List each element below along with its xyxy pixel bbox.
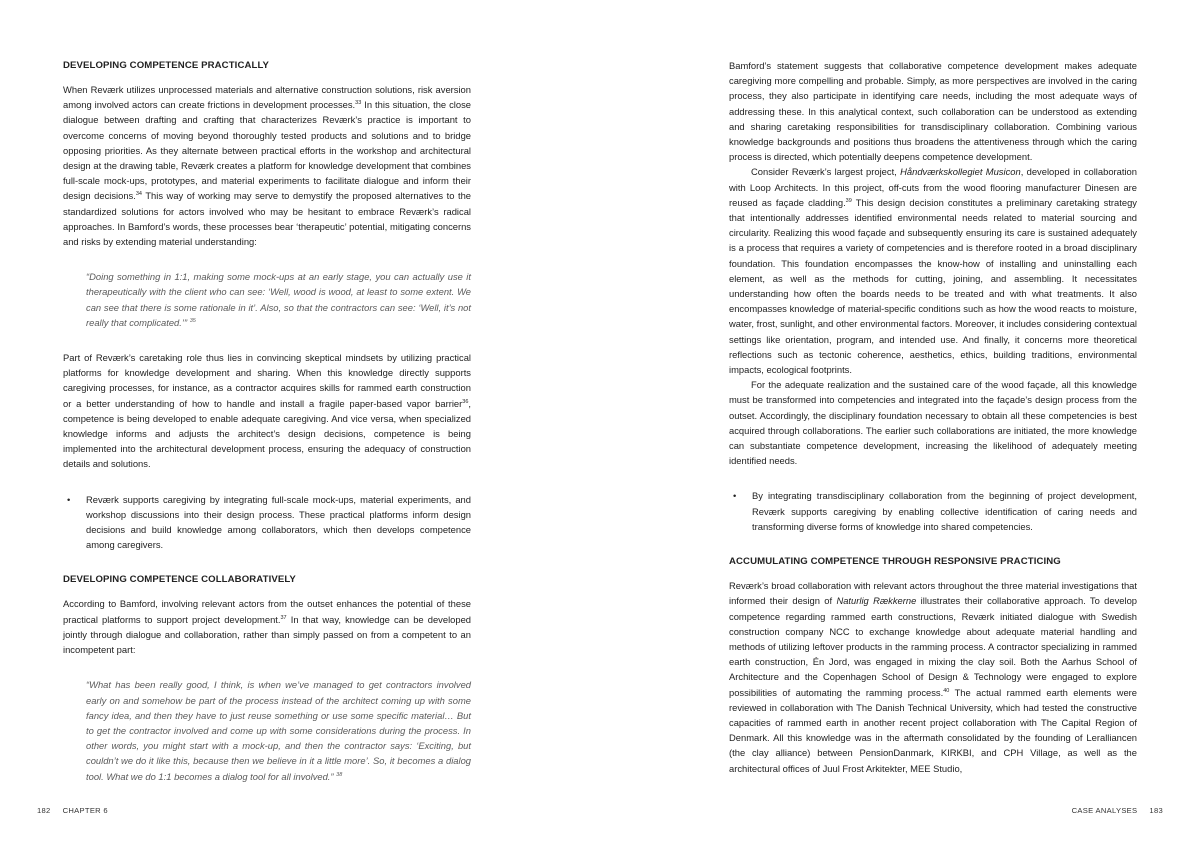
summary-bullet: • Reværk supports caregiving by integrating full-scale mock-ups, material experiments, and workshop discussions into their design process. These practical platforms inform design decisions and build knowledge among collaborators, which then develops competence among caregivers. bbox=[63, 492, 471, 553]
body-paragraph: Bamford’s statement suggests that collaborative competence development makes adequate caregiving more compelling and probable. Simply, as more perspectives are involved in the caring process, they also participate in identifying care needs, including the most adequate ways of addressing these. In this analytical context, such collaboration can be understood as extending and sharing caretaking responsibilities for transdisciplinary collaboration. Combining various knowledge backgrounds and positions thus broadens the attentiveness through which the caring process is directed, which potentially deepens competence development. bbox=[729, 60, 1137, 163]
body-paragraph: Reværk’s broad collaboration with relevant actors throughout the three material investigations that informed their design of Naturlig Rækkerne illustrates their collaborative approach. To develop competence regarding rammed earth constructions, Reværk initiated dialogue with Swedish construction company NCC to exchange knowledge about adequate material handling and methods of utilizing leftover products in the ramming process. A contractor specializing in rammed earth construction, Én Jord, was engaged in mixing the clay soil. Both the Aarhus School of Architecture and the Copenhagen School of Design & Technology were engaged to explore possibilities of automating the ramming process.$^{40}$ The actual rammed earth elements were reviewed in collaboration with The Danish Technical University, which had tested the constructive capacities of rammed earth in another recent project collaboration with The Capital Region of Denmark. All this knowledge was in the aftermath consolidated by the founding of Leralliancen (the clay alliance) between PensionDanmark, KIRKBI, and CPH Village, as well as the architectural offices of Juul Frost Arkitekter, MEE Studio, bbox=[729, 580, 1137, 774]
right-footer bbox=[1072, 806, 1163, 815]
footnote-ref[interactable]: 33 bbox=[355, 100, 362, 107]
footnote-ref[interactable]: 40 bbox=[943, 687, 950, 694]
left-page bbox=[63, 58, 471, 784]
bullet-icon: • bbox=[733, 490, 737, 502]
section-heading-practically: DEVELOPING COMPETENCE PRACTICALLY bbox=[63, 60, 270, 71]
block-quote: “Doing something in 1:1, making some mock-ups at an early stage, you can actually use it therapeutically with the client who can see: ‘Well, wood is wood, at least to some extent. We can see that there is some rationale in it’. Also, so that the contractors can see: ‘Well, it’s not really that complicated.’” $^{35}$ bbox=[86, 271, 471, 328]
section-label: CASE ANALYSES bbox=[1071, 806, 1138, 815]
project-title: Håndværkskollegiet Musicon bbox=[900, 166, 1021, 178]
page-number: 183 bbox=[1149, 806, 1163, 815]
footnote-ref[interactable]: 36 bbox=[462, 398, 469, 405]
footnote-ref[interactable]: 38 bbox=[336, 771, 343, 778]
body-paragraph: When Reværk utilizes unprocessed materials and alternative construction solutions, risk aversion among involved actors can create frictions in development processes.$^{33}$ In this situation, the close dialogue between drafting and crafting that characterizes Reværk’s practice is important to overcome concerns of moving beyond thoroughly tested products and solutions and to bridge opposing priorities. As they alternate between practical efforts in the workshop and architectural design at the drawing table, Reværk creates a platform for knowledge development that combines full-scale mock-ups, prototypes, and material experiments to facilitate dialogue and inform their design decisions.$^{34}$ This way of working may serve to demystify the proposed alternatives to the standardized solutions for actors involved who may be hesitant to embrace Reværk’s radical approaches. In Bamford’s words, these processes bear ‘therapeutic’ potential, mitigating concerns and risks by extending material understanding: bbox=[63, 84, 471, 248]
bullet-icon: • bbox=[67, 493, 71, 505]
page-number: 182 bbox=[37, 806, 51, 815]
right-page bbox=[729, 58, 1137, 776]
section-heading-collaboratively: DEVELOPING COMPETENCE COLLABORATIVELY bbox=[63, 574, 296, 586]
project-title: Naturlig Rækkerne bbox=[836, 595, 917, 607]
body-paragraph: According to Bamford, involving relevant actors from the outset enhances the potential of these practical platforms to support project development.$^{37}$ In that way, knowledge can be developed jointly through dialogue and collaboration, rather than simply passed on from a competent to an incompetent part: bbox=[63, 598, 472, 656]
footnote-ref[interactable]: 35 bbox=[189, 317, 196, 324]
chapter-label: CHAPTER 6 bbox=[62, 806, 108, 815]
body-paragraph: Consider Reværk’s largest project, Håndværkskollegiet Musicon, developed in collaboration with Loop Architects. In this project, off-cuts from the wood flooring manufacturer Dinesen are reused as façade cladding.$^{39}$ This design decision constitutes a preliminary caretaking strategy that intentionally addresses identified environmental needs related to material sourcing and circularity. Realizing this wood façade and subsequently ensuring its care is sustained adequately is a process that requires a variety of competencies and is therefore rooted in a broad disciplinary foundation. This foundation encompasses the know-how of installing and uninstalling each element, as well as the methods for cutting, joining, and assembling. It necessitates understanding how often the boards needs to be treated and with what treatments. It also encompasses knowledge of material-specific conditions such as how the wood reacts to moisture, water, frost, sunlight, and other environmental factors. Moreover, it includes considering contextual settings like orientation, program, and intended use. And finally, it concerns more theoretical reflections such as tectonic coherence, aesthetics, ethics, building traditions, environmental impacts, ecological footprints. bbox=[729, 166, 1137, 376]
footnote-ref[interactable]: 39 bbox=[845, 197, 852, 204]
left-footer bbox=[37, 806, 108, 815]
body-paragraph: Part of Reværk’s caretaking role thus lies in convincing skeptical mindsets by utilizing practical platforms for knowledge development and sharing. When this knowledge directly supports caregiving processes, for instance, as a contractor acquires skills for rammed earth construction or a better understanding of how to handle and install a fragile paper-based vapor barrier$^{36}$, competence is being developed to enable adequate caregiving. And vice versa, when specialized knowledge informs and adjusts the architect’s design decisions, competence is being implemented into the architectural development process, ensuring the adequacy of construction details and solutions. bbox=[63, 352, 471, 470]
body-paragraph: For the adequate realization and the sustained care of the wood façade, all this knowledge must be transformed into competencies and integrated into the façade’s design process from the outset. Accordingly, the disciplinary foundation necessary to obtain all these competencies is best acquired through collaborations. The earlier such collaborations are initiated, the more knowledge can substantiate competence development, increasing the likelihood of adequately meeting identified needs. bbox=[729, 379, 1137, 467]
section-heading-responsive: ACCUMULATING COMPETENCE THROUGH RESPONSIVE PRACTICING bbox=[729, 556, 1061, 568]
block-quote: “What has been really good, I think, is when we’ve managed to get contractors involved early on and somehow be part of the process instead of the architect coming up with some fancy idea, and then they have to just reuse something or use some specific material… But to get the contractor involved and come up with some considerations during the process. In other words, you might start with a mock-up, and then the contractor says: ‘Exciting, but couldn’t we do it like this, because then we believe in it a little more’. So, it becomes a dialog tool. What we do 1:1 becomes a dialog tool for all involved.” $^{38}$ bbox=[86, 679, 471, 782]
summary-bullet: • By integrating transdisciplinary collaboration from the beginning of project development, Reværk supports caregiving by enabling collective identification of caring needs and transforming diverse forms of knowledge into shared competencies. bbox=[729, 488, 1137, 534]
footnote-ref[interactable]: 37 bbox=[280, 614, 287, 621]
footnote-ref[interactable]: 34 bbox=[135, 191, 142, 198]
